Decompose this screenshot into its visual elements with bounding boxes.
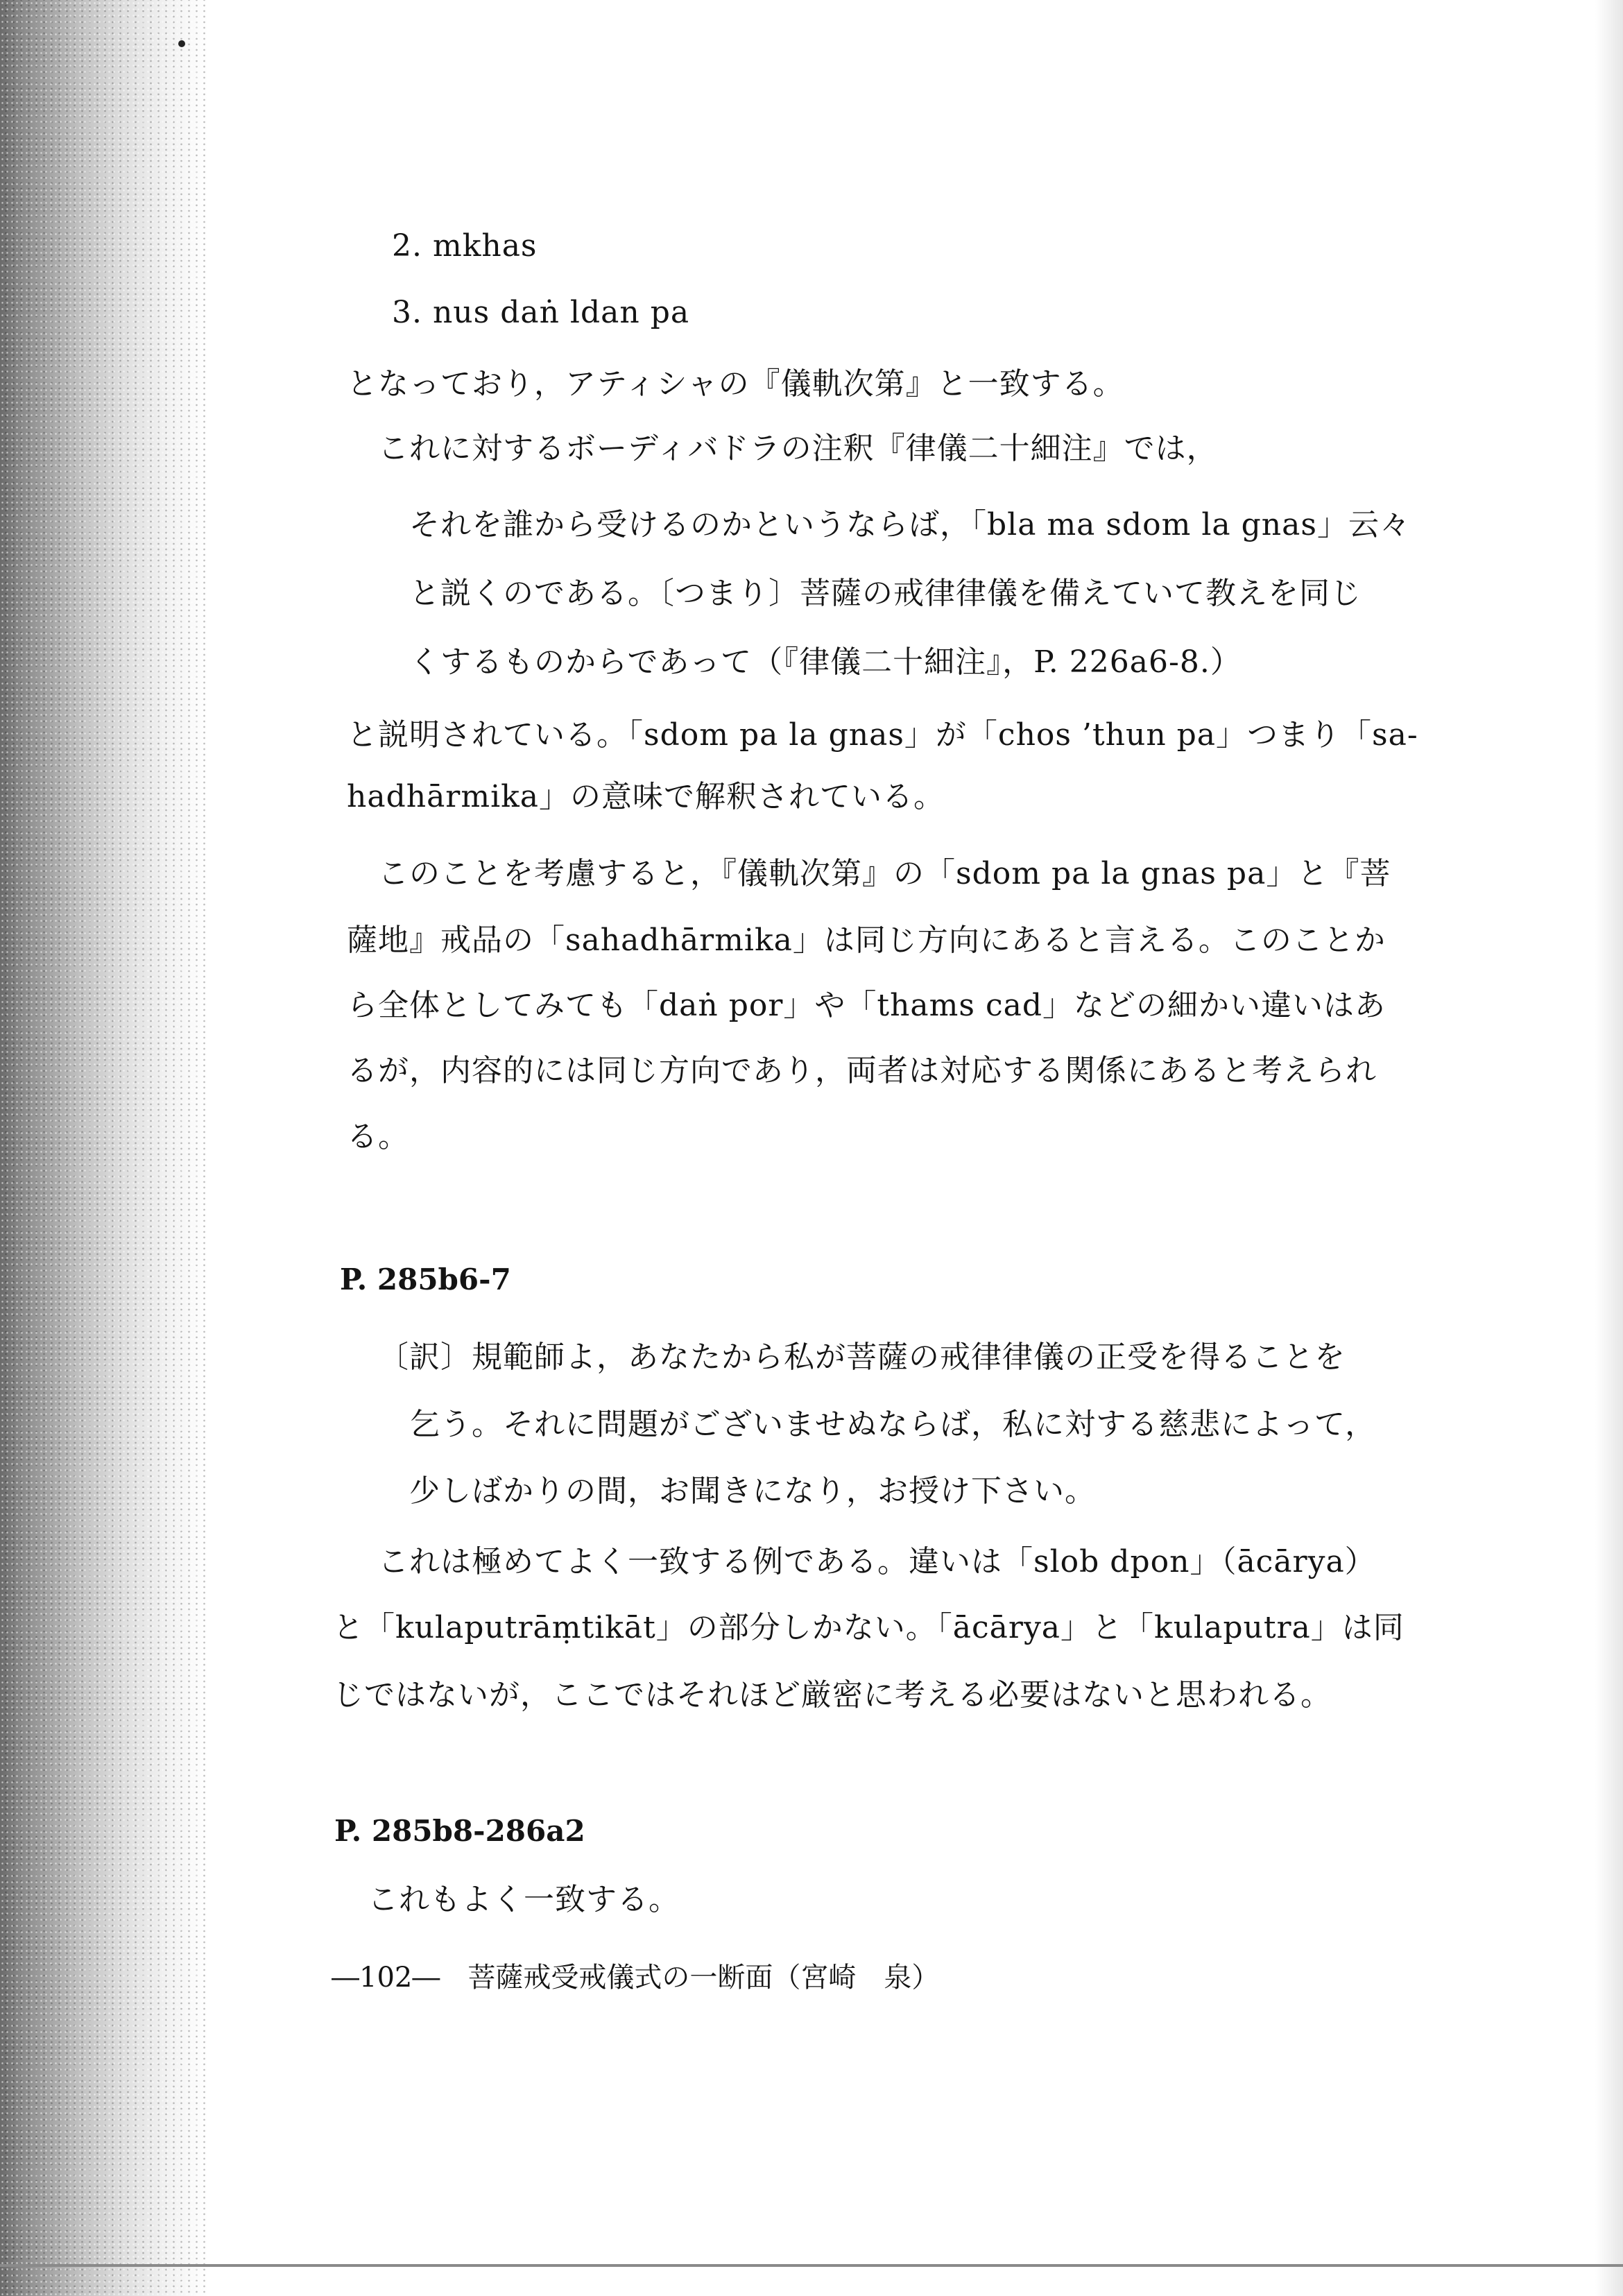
list-item-3: 3. nus daṅ ldan pa — [392, 295, 690, 330]
quote-line: くするものからであって（『律儀二十細注』，P. 226a6-8.） — [409, 644, 1242, 680]
paragraph-line: このことを考慮すると，『儀軌次第』の「sdom pa la gnas pa」と『菩 — [378, 856, 1391, 891]
quote-line: 少しばかりの間，お聞きになり，お授け下さい。 — [409, 1473, 1096, 1509]
paragraph-line: hadhārmika」の意味で解釈されている。 — [347, 779, 945, 814]
paragraph-line: と説明されている。「sdom pa la gnas」が「chos ’thun pa」つまり「sa- — [347, 717, 1418, 753]
quote-line: 乞う。それに問題がございませぬならば，私に対する慈悲によって， — [409, 1407, 1377, 1442]
paragraph-line: じではないが，ここではそれほど厳密に考える必要はないと思われる。 — [333, 1677, 1332, 1713]
paragraph-line: 薩地』戒品の「sahadhārmika」は同じ方向にあると言える。このことか — [347, 923, 1386, 958]
section-heading: P. 285b8-286a2 — [334, 1814, 585, 1848]
page-footer: ―102― 菩薩戒受戒儀式の一断面（宮崎 泉） — [332, 1962, 940, 1994]
quote-line: それを誰から受けるのかというならば，「bla ma sdom la gnas」云々 — [409, 507, 1411, 542]
scan-shadow-right — [1595, 0, 1623, 2296]
quote-line: 〔訳〕規範師よ，あなたから私が菩薩の戒律律儀の正受を得ることを — [378, 1339, 1346, 1375]
quote-line: と説くのである。〔つまり〕菩薩の戒律律儀を備えていて教えを同じ — [409, 576, 1362, 611]
scan-speck — [178, 40, 185, 47]
list-item-2: 2. mkhas — [392, 228, 538, 264]
paragraph-line: るが，内容的には同じ方向であり，両者は対応する関係にあると考えられ — [347, 1053, 1377, 1088]
paragraph-line: となっており，アティシャの『儀軌次第』と一致する。 — [347, 366, 1124, 402]
paragraph-line: る。 — [347, 1119, 409, 1154]
scan-noise-left — [0, 0, 208, 2296]
scan-bottom-edge — [0, 2264, 1623, 2267]
paragraph-line: これもよく一致する。 — [368, 1882, 680, 1917]
paragraph-line: と「kulaputrāṃtikāt」の部分しかない。「ācārya」と「kulaputra」は同 — [333, 1610, 1405, 1645]
section-heading: P. 285b6-7 — [340, 1262, 511, 1296]
paragraph-line: これに対するボーディバドラの注釈『律儀二十細注』では， — [378, 431, 1218, 466]
paragraph-line: これは極めてよく一致する例である。違いは「slob dpon」（ācārya） — [378, 1544, 1376, 1579]
paragraph-line: ら全体としてみても「daṅ por」や「thams cad」などの細かい違いはあ — [347, 988, 1386, 1023]
